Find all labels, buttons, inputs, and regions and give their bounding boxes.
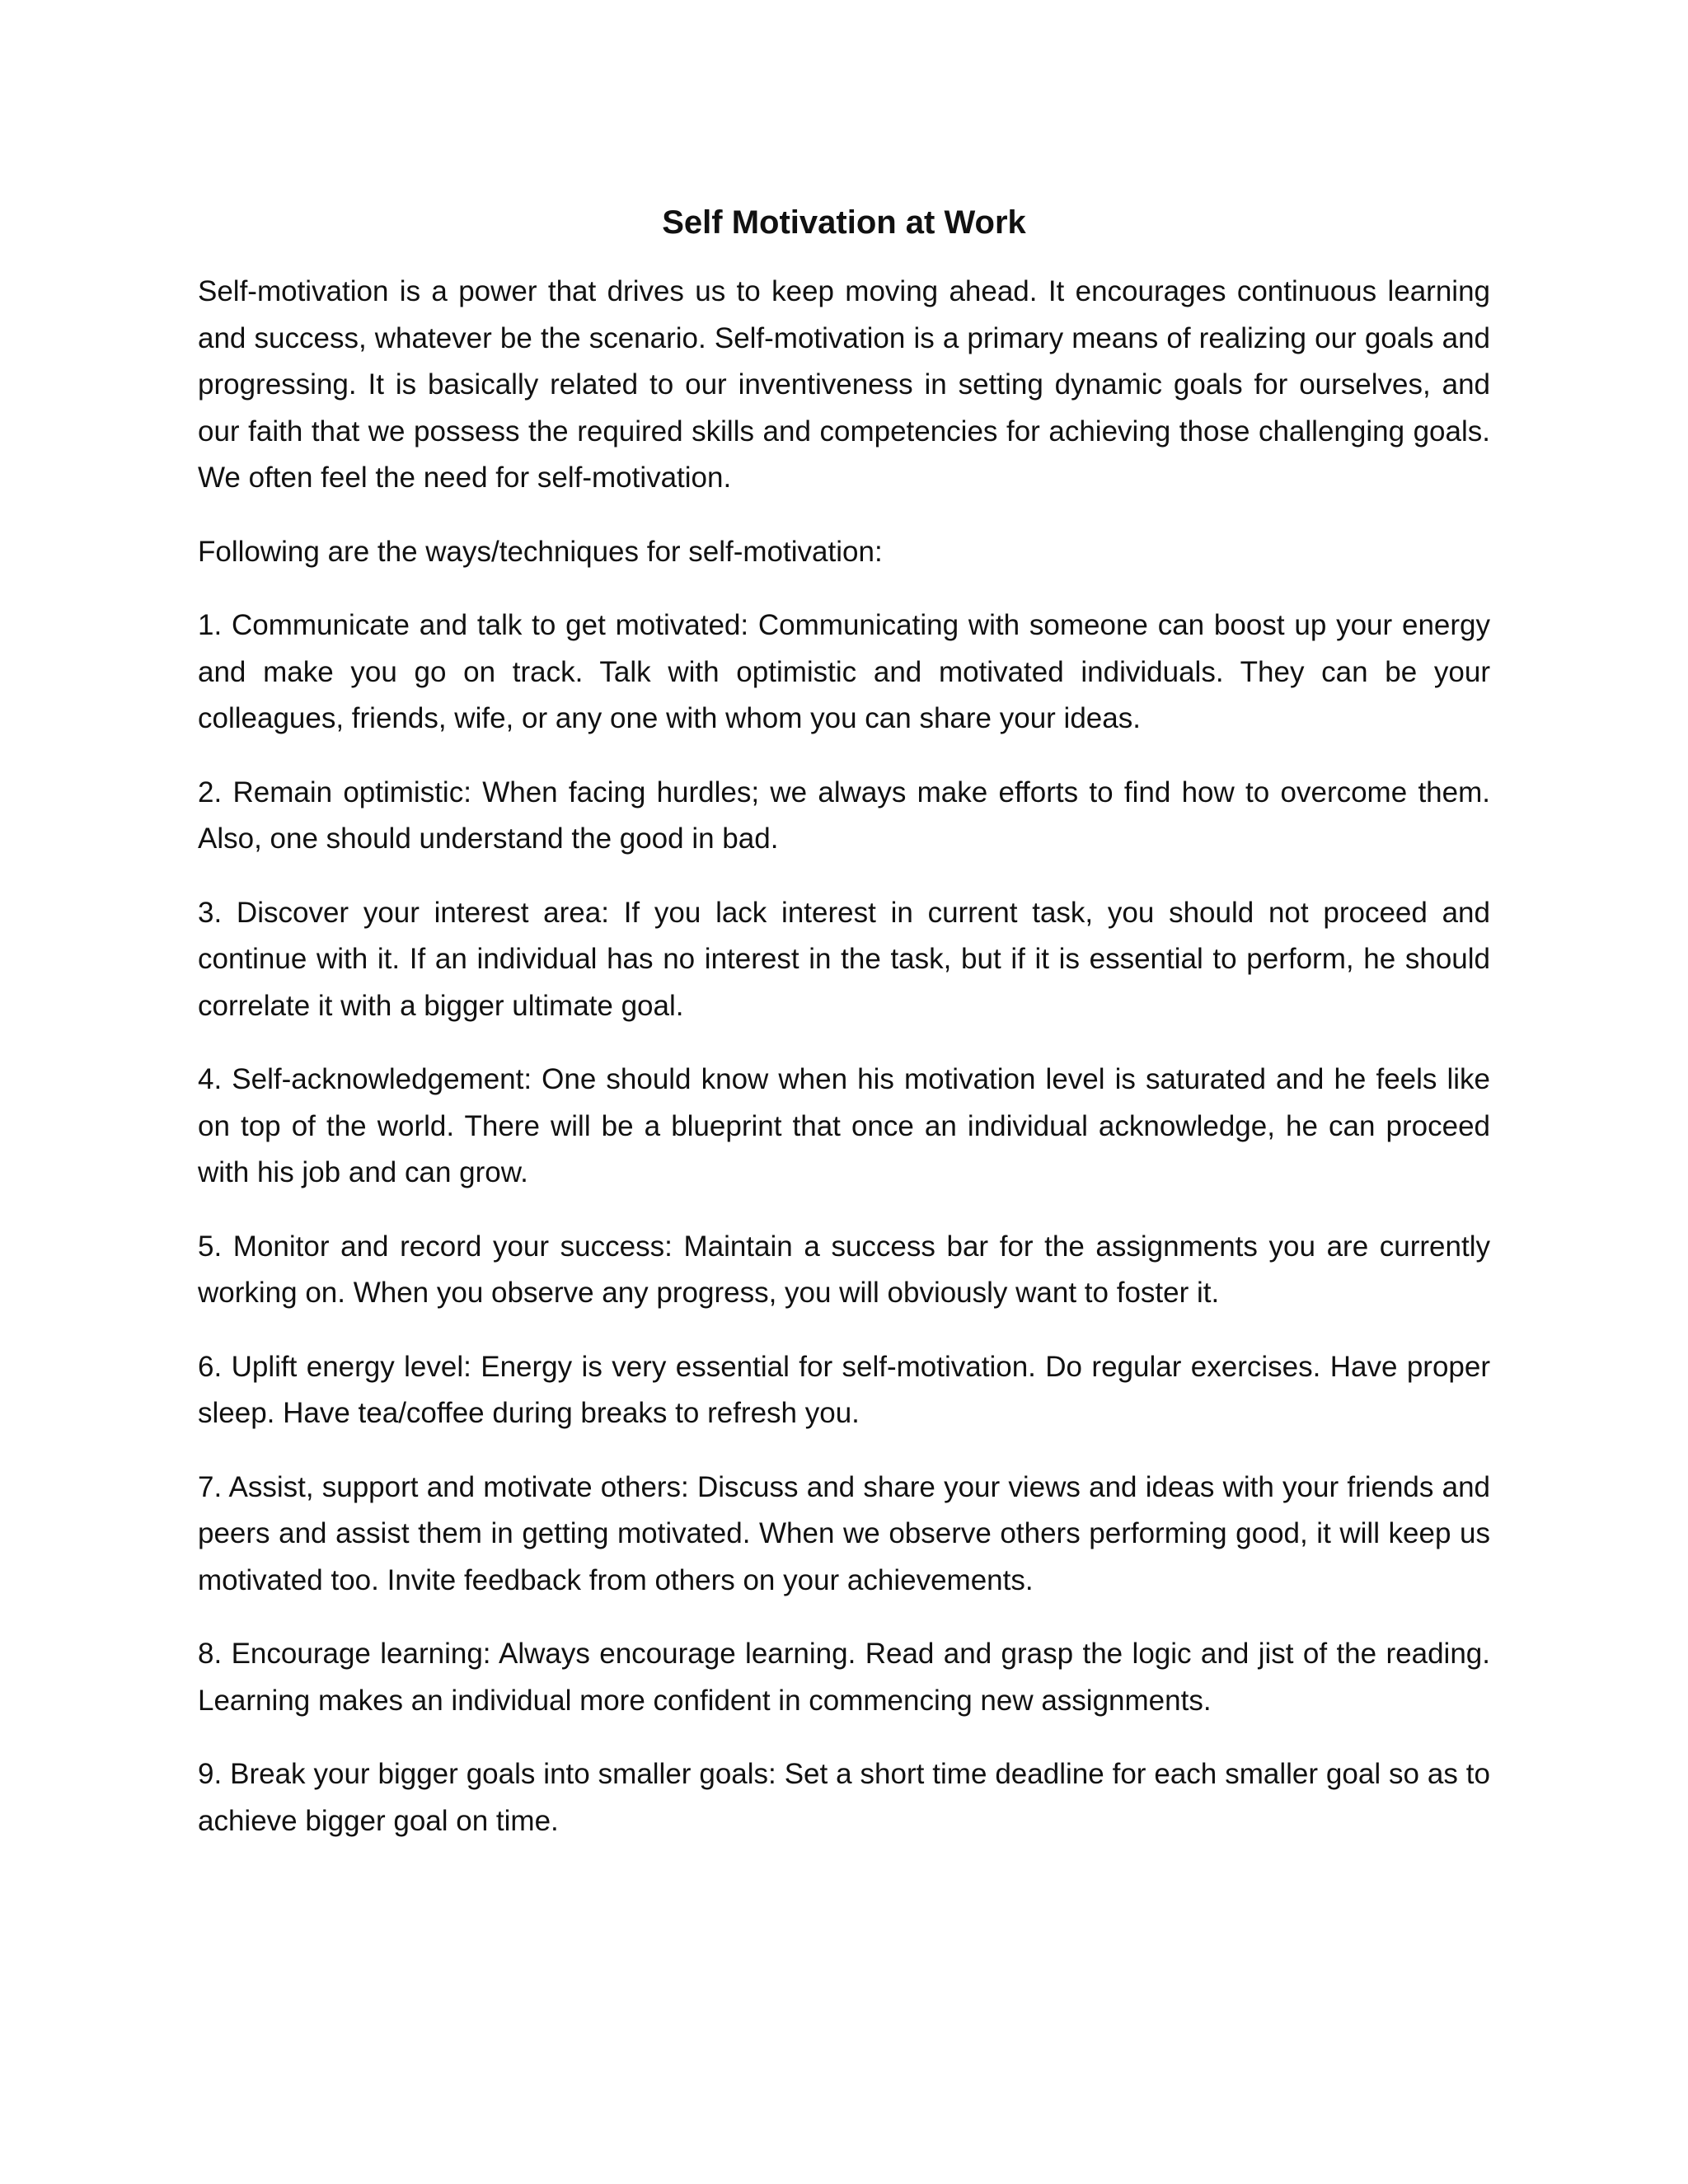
- technique-item-1: 1. Communicate and talk to get motivated: Communicating with someone can boost up your energy and make you go on track. Talk with optimistic and motivated individuals. They can be your colleagues, friends, wife, or any one with whom you can share your ideas.: [198, 609, 1490, 734]
- technique-item-9: 9. Break your bigger goals into smaller goals: Set a short time deadline for each smaller goal so as to achieve bigger goal on time.: [198, 1758, 1490, 1837]
- technique-item-8: 8. Encourage learning: Always encourage learning. Read and grasp the logic and jist of the reading. Learning makes an individual more confident in commencing new assignments.: [198, 1638, 1490, 1717]
- technique-item-5: 5. Monitor and record your success: Maintain a success bar for the assignments you are currently working on. When you observe any progress, you will obviously want to foster it.: [198, 1230, 1490, 1309]
- document-page: [198, 198, 1490, 1872]
- technique-item-2: 2. Remain optimistic: When facing hurdles; we always make efforts to find how to overcome them. Also, one should understand the good in bad.: [198, 776, 1490, 855]
- technique-item-4: 4. Self-acknowledgement: One should know when his motivation level is saturated and he feels like on top of the world. There will be a blueprint that once an individual acknowledge, he can proceed with his job and can grow.: [198, 1063, 1490, 1188]
- technique-item-6: 6. Uplift energy level: Energy is very essential for self-motivation. Do regular exercises. Have proper sleep. Have tea/coffee during breaks to refresh you.: [198, 1350, 1490, 1429]
- technique-item-7: 7. Assist, support and motivate others: Discuss and share your views and ideas with your friends and peers and assist them in getting motivated. When we observe others performing good, it will keep us motivated too. Invite feedback from others on your achievements.: [198, 1470, 1490, 1596]
- document-title: Self Motivation at Work: [662, 204, 1026, 241]
- technique-item-3: 3. Discover your interest area: If you lack interest in current task, you should not proceed and continue with it. If an individual has no interest in the task, but if it is essential to perform, he should correlate it with a bigger ultimate goal.: [198, 896, 1490, 1022]
- intro-paragraph: Self-motivation is a power that drives us to keep moving ahead. It encourages continuous learning and success, whatever be the scenario. Self-motivation is a primary means of realizing our goals and progressing. It is basically related to our inventiveness in setting dynamic goals for ourselves, and our faith that we possess the required skills and competencies for achieving those challenging goals. We often feel the need for self-motivation.: [198, 275, 1490, 494]
- lead-in-paragraph: Following are the ways/techniques for self-motivation:: [198, 535, 883, 568]
